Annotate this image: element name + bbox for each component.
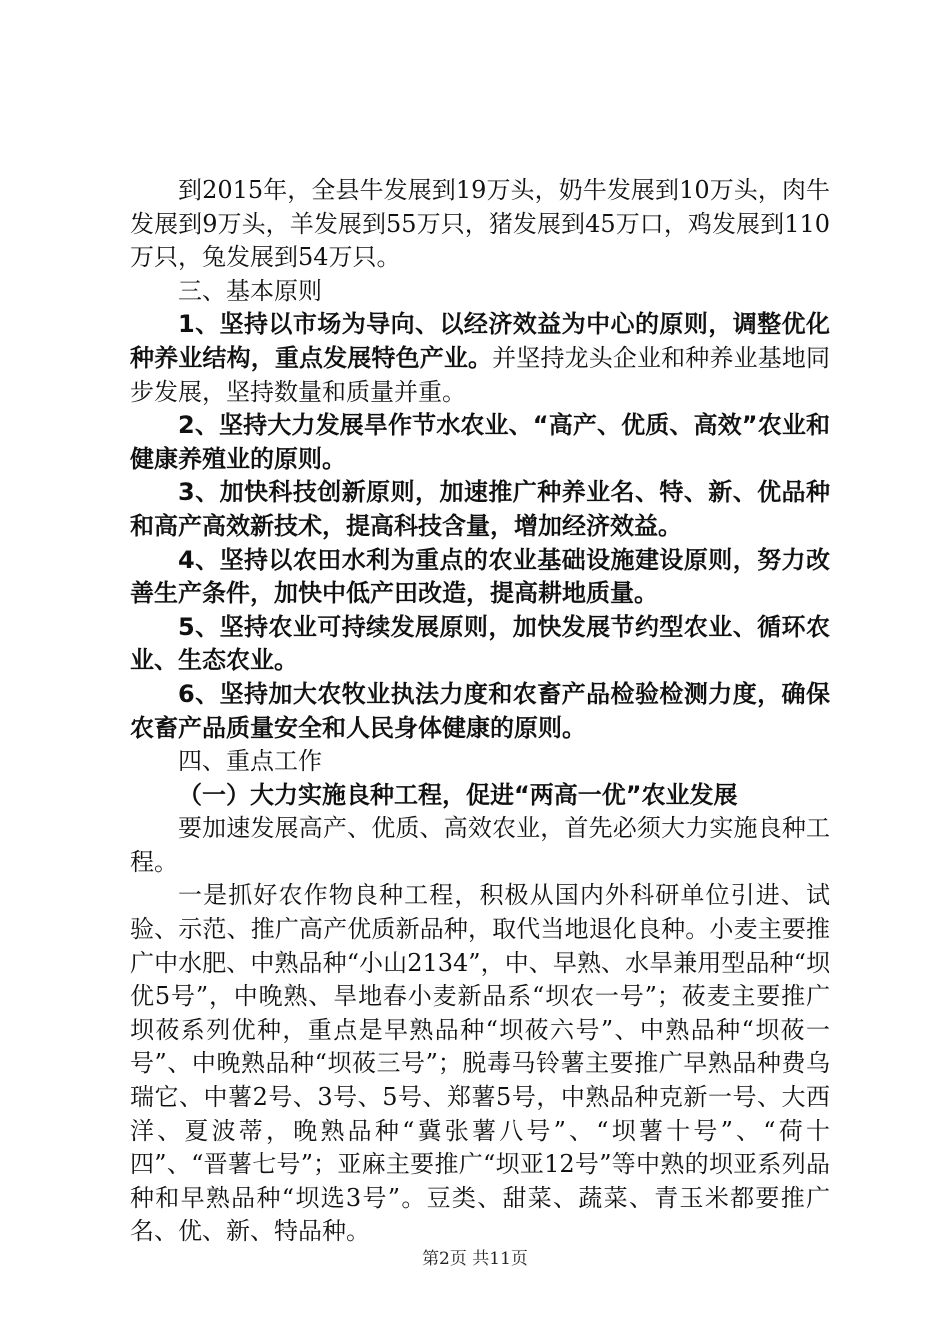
paragraph-principle-2: 2、坚持大力发展旱作节水农业、“高产、优质、高效”农业和健康养殖业的原则。: [130, 411, 830, 473]
paragraph-principle-5: 5、坚持农业可持续发展原则，加快发展节约型农业、循环农业、生态农业。: [130, 612, 830, 675]
paragraph-principle-6: 6、坚持加大农牧业执法力度和农畜产品检验检测力度，确保农畜产品质量安全和人民身体健康的原则。: [130, 679, 830, 742]
principle-1-bold-text: 1、坚持以市场为导向、以经济效益为中心的原则，调整优化种养业结构，重点发展特色产业。: [130, 310, 830, 372]
section-heading-basic-principles: 三、基本原则: [178, 276, 322, 305]
paragraph-principle-4: 4、坚持以农田水利为重点的农业基础设施建设原则，努力改善生产条件，加快中低产田改造，提高耕地质量。: [130, 545, 830, 608]
page-footer: 第2页 共11页: [422, 1249, 528, 1269]
principle-1-tail-text: 并坚持龙头企业和种养业基地同步发展，坚持数量和质量并重。: [130, 343, 831, 406]
paragraph-crop-varieties: 一是抓好农作物良种工程，积极从国内外科研单位引进、试验、示范、推广高产优质新品种，取代当地退化良种。小麦主要推广中水肥、中熟品种“小山2134”，中、早熟、水旱兼用型品种“坝优5号”，中晚熟、旱地春小麦新品系“坝农一号”；莜麦主要推广坝莜系列优种，重点是早熟品种“坝莜六号”、中熟品种“坝莜一号”、中晚熟品种“坝莜三号”；脱毒马铃薯主要推广早熟品种费乌瑞它、中薯2号、3号、5号、郑薯5号，中熟品种克新一号、大西洋、夏波蒂，晚熟品种“冀张薯八号”、“坝薯十号”、“荷十四”、“晋薯七号”；亚麻主要推广“坝亚12号”等中熟的坝亚系列品种和早熟品种“坝选3号”。豆类、甜菜、蔬菜、青玉米都要推广名、优、新、特品种。: [130, 881, 830, 1246]
document-body: [130, 174, 830, 1249]
paragraph-principle-3: 3、加快科技创新原则，加速推广种养业名、特、新、优品种和高产高效新技术，提高科技含量，增加经济效益。: [130, 478, 830, 540]
paragraph-livestock-targets: 到2015年，全县牛发展到19万头，奶牛发展到10万头，肉牛发展到9万头，羊发展到55万只，猪发展到45万口，鸡发展到110万只，兔发展到54万只。: [130, 176, 830, 272]
paragraph-seed-intro: 要加速发展高产、优质、高效农业，首先必须大力实施良种工程。: [130, 814, 830, 876]
subsection-heading-seed-project: （一）大力实施良种工程，促进“两高一优”农业发展: [178, 780, 738, 809]
paragraph-principle-1: [130, 308, 830, 409]
section-heading-key-work: 四、重点工作: [178, 747, 322, 776]
